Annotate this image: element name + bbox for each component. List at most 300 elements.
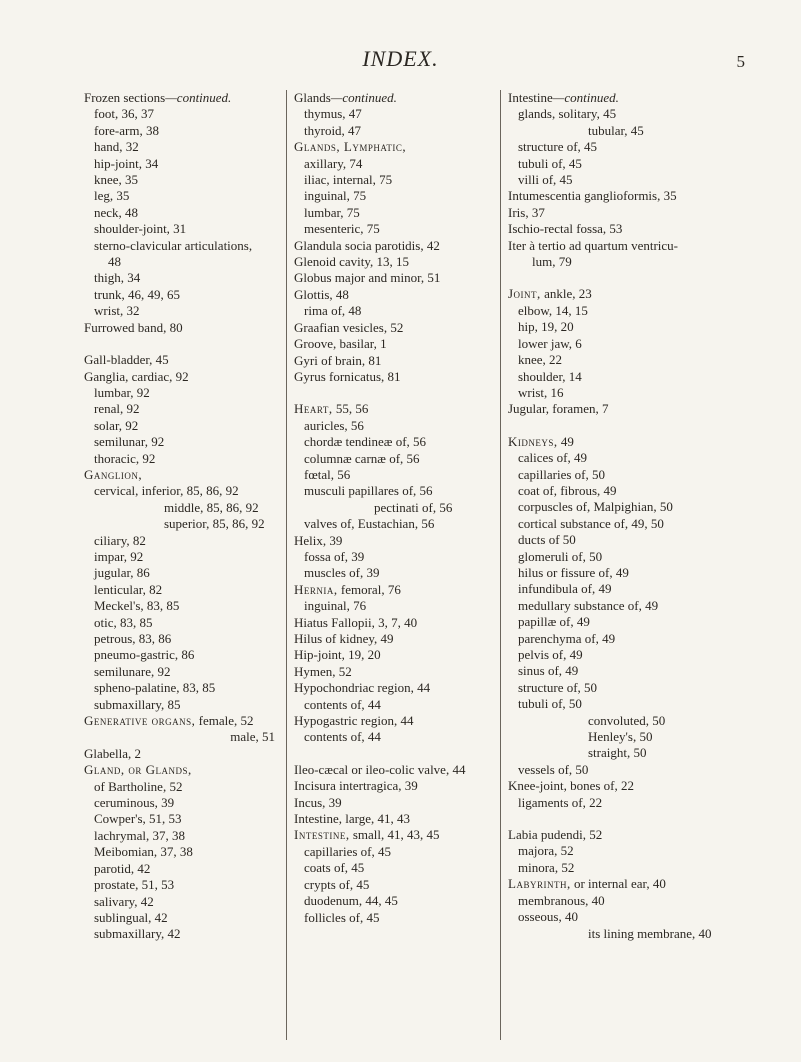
entry-text: shoulder-joint, 31 — [94, 221, 187, 237]
index-subentry — [84, 664, 279, 680]
index-subentry — [508, 483, 743, 499]
entry-text: Iter à tertio ad quartum ventricu- — [508, 237, 679, 253]
entry-text: tubular, 45 — [588, 122, 644, 138]
entry-text: Groove, basilar, 1 — [294, 336, 387, 352]
index-column-1 — [84, 90, 279, 943]
index-subentry — [84, 205, 279, 221]
entry-text: thigh, 34 — [94, 270, 141, 286]
index-entry — [294, 795, 494, 811]
entry-text: hip-joint, 34 — [94, 155, 159, 171]
entry-heading: Joint, — [508, 286, 541, 302]
entry-text: 49 — [557, 433, 574, 449]
entry-text: convoluted, 50 — [588, 712, 666, 728]
index-entry — [508, 827, 743, 843]
entry-text: auricles, 56 — [304, 417, 364, 433]
entry-heading: Generative organs, — [84, 713, 196, 729]
entry-text: minora, 52 — [518, 859, 575, 875]
running-title: INDEX. — [362, 46, 439, 71]
entry-text: fore-arm, 38 — [94, 122, 159, 138]
index-subentry — [84, 779, 279, 795]
index-entry — [294, 90, 494, 106]
entry-text: rima of, 48 — [304, 303, 362, 319]
index-subentry — [84, 811, 279, 827]
entry-text: straight, 50 — [588, 745, 647, 761]
index-subentry — [294, 303, 494, 319]
entry-text: contents of, 44 — [304, 696, 381, 712]
index-subentry — [294, 516, 494, 532]
entry-text: prostate, 51, 53 — [94, 877, 175, 893]
entry-text: femoral, 76 — [337, 581, 401, 597]
entry-text: sinus of, 49 — [518, 663, 579, 679]
entry-heading: Hernia, — [294, 581, 338, 597]
index-subentry — [294, 729, 494, 745]
entry-text: capillaries of, 50 — [518, 466, 605, 482]
entry-text: structure of, 45 — [518, 139, 598, 155]
index-subentry — [508, 319, 743, 335]
index-entry — [294, 762, 494, 778]
index-subentry — [84, 287, 279, 303]
index-entry — [294, 664, 494, 680]
entry-text: parenchyma of, 49 — [518, 630, 616, 646]
entry-text: hip, 19, 20 — [518, 319, 574, 335]
index-subentry — [294, 860, 494, 876]
index-subentry — [508, 713, 743, 729]
index-subentry — [84, 303, 279, 319]
entry-text: duodenum, 44, 45 — [304, 893, 398, 909]
entry-text: crypts of, 45 — [304, 876, 370, 892]
index-subentry — [294, 910, 494, 926]
index-subentry — [84, 221, 279, 237]
entry-text: ciliary, 82 — [94, 532, 146, 548]
index-subentry — [294, 221, 494, 237]
entry-text: of Bartholine, 52 — [94, 778, 183, 794]
index-subentry — [508, 926, 743, 942]
index-entry — [294, 713, 494, 729]
index-entry — [84, 369, 279, 385]
index-subentry — [508, 254, 743, 270]
entry-text: elbow, 14, 15 — [518, 302, 588, 318]
index-subentry — [84, 910, 279, 926]
entry-text: Hiatus Fallopii, 3, 7, 40 — [294, 614, 418, 630]
index-entry — [294, 139, 494, 155]
entry-text: ceruminous, 39 — [94, 795, 175, 811]
index-subentry — [294, 106, 494, 122]
entry-text: tubuli of, 45 — [518, 155, 582, 171]
entry-text: Labia pudendi, 52 — [508, 827, 603, 843]
index-entry — [84, 746, 279, 762]
entry-text: fœtal, 56 — [304, 466, 351, 482]
entry-text: thoracic, 92 — [94, 450, 156, 466]
entry-heading: Kidneys, — [508, 433, 558, 449]
index-entry — [294, 582, 494, 598]
column-rule — [286, 90, 287, 1040]
entry-text: parotid, 42 — [94, 860, 151, 876]
index-subentry — [84, 680, 279, 696]
entry-text: semilunar, 92 — [94, 434, 165, 450]
index-subentry — [508, 647, 743, 663]
entry-text: glands, solitary, 45 — [518, 106, 617, 122]
entry-text: petrous, 83, 86 — [94, 631, 172, 646]
entry-heading: Heart, — [294, 401, 333, 417]
index-entry — [294, 631, 494, 647]
entry-text: trunk, 46, 49, 65 — [94, 286, 180, 302]
page-header — [0, 46, 801, 76]
index-subentry — [508, 106, 743, 122]
index-entry — [294, 647, 494, 663]
index-subentry — [84, 926, 279, 942]
entry-text: Henley's, 50 — [588, 729, 653, 745]
index-subentry — [294, 467, 494, 483]
entry-text: columnæ carnæ of, 56 — [304, 450, 420, 466]
index-subentry — [84, 861, 279, 877]
index-entry — [294, 401, 494, 417]
index-entry — [508, 238, 743, 254]
index-subentry — [84, 697, 279, 713]
entry-text: pneumo-gastric, 86 — [94, 647, 195, 663]
index-subentry — [294, 172, 494, 188]
index-subentry — [84, 434, 279, 450]
index-subentry — [508, 614, 743, 630]
entry-text: fossa of, 39 — [304, 548, 365, 564]
index-subentry — [84, 549, 279, 565]
index-subentry — [84, 828, 279, 844]
entry-text: lachrymal, 37, 38 — [94, 827, 185, 843]
index-subentry — [84, 582, 279, 598]
entry-text: Hilus of kidney, 49 — [294, 631, 394, 646]
index-subentry — [508, 680, 743, 696]
entry-heading: Intestine — [508, 90, 553, 105]
entry-text: spheno-palatine, 83, 85 — [94, 680, 216, 696]
entry-text: female, 52 — [195, 713, 254, 729]
index-column-2 — [294, 90, 494, 926]
index-subentry — [508, 696, 743, 712]
index-entry — [294, 320, 494, 336]
index-subentry — [84, 270, 279, 286]
index-subentry — [294, 156, 494, 172]
index-column-3 — [508, 90, 743, 942]
index-entry — [294, 238, 494, 254]
entry-text: infundibula of, 49 — [518, 581, 612, 597]
entry-text: foot, 36, 37 — [94, 106, 154, 122]
entry-text: middle, 85, 86, 92 — [164, 499, 259, 515]
index-subentry — [508, 303, 743, 319]
entry-text: Hymen, 52 — [294, 663, 352, 679]
index-entry — [508, 286, 743, 302]
index-subentry — [294, 893, 494, 909]
entry-gap — [508, 270, 743, 286]
entry-text: knee, 22 — [518, 352, 563, 368]
index-entry — [508, 205, 743, 221]
entry-text: musculi papillares of, 56 — [304, 483, 433, 499]
index-subentry — [84, 533, 279, 549]
index-subentry — [84, 647, 279, 663]
index-subentry — [84, 516, 279, 532]
entry-text: jugular, 86 — [94, 565, 150, 581]
index-subentry — [508, 467, 743, 483]
entry-text: lumbar, 92 — [94, 384, 150, 400]
index-subentry — [508, 156, 743, 172]
index-subentry — [508, 909, 743, 925]
index-subentry — [508, 762, 743, 778]
entry-text: tubuli of, 50 — [518, 696, 582, 712]
entry-heading: Labyrinth, — [508, 876, 571, 892]
continued-note: —continued. — [552, 90, 619, 105]
entry-text: Glenoid cavity, 13, 15 — [294, 254, 410, 270]
index-entry — [294, 615, 494, 631]
entry-text: axillary, 74 — [304, 155, 363, 171]
entry-text: capillaries of, 45 — [304, 843, 391, 859]
index-subentry — [84, 238, 279, 254]
column-rule — [500, 90, 501, 1040]
entry-text: Furrowed band, 80 — [84, 319, 183, 335]
index-subentry — [294, 877, 494, 893]
index-subentry — [84, 483, 279, 499]
index-subentry — [84, 106, 279, 122]
index-subentry — [84, 254, 279, 270]
entry-text: 55, 56 — [332, 401, 369, 417]
index-subentry — [294, 205, 494, 221]
entry-text: vessels of, 50 — [518, 761, 589, 777]
index-entry — [84, 352, 279, 368]
entry-text: Glandula socia parotidis, 42 — [294, 237, 440, 253]
entry-heading: Ganglion, — [84, 466, 143, 482]
entry-text: lower jaw, 6 — [518, 335, 582, 351]
index-subentry — [508, 581, 743, 597]
index-subentry — [508, 631, 743, 647]
entry-text: Jugular, foramen, 7 — [508, 401, 609, 417]
index-subentry — [294, 483, 494, 499]
entry-text: muscles of, 39 — [304, 565, 380, 581]
entry-text: villi of, 45 — [518, 172, 573, 188]
index-subentry — [294, 434, 494, 450]
entry-text: ankle, 23 — [540, 286, 592, 302]
entry-text: Hypogastric region, 44 — [294, 713, 414, 729]
entry-text: sterno-clavicular articulations, — [94, 237, 253, 253]
entry-text: otic, 83, 85 — [94, 614, 153, 630]
index-subentry — [294, 598, 494, 614]
index-subentry — [84, 894, 279, 910]
entry-text: lum, 79 — [532, 254, 572, 270]
entry-text: cortical substance of, 49, 50 — [518, 515, 664, 531]
entry-text: osseous, 40 — [518, 909, 578, 925]
entry-text: coat of, fibrous, 49 — [518, 482, 617, 498]
entry-text: corpuscles of, Malpighian, 50 — [518, 499, 673, 515]
entry-text: wrist, 32 — [94, 303, 140, 319]
index-subentry — [508, 532, 743, 548]
index-subentry — [84, 795, 279, 811]
index-entry — [294, 254, 494, 270]
index-subentry — [84, 418, 279, 434]
entry-text: Knee-joint, bones of, 22 — [508, 778, 635, 794]
entry-text: Meibomian, 37, 38 — [94, 844, 193, 860]
entry-text: neck, 48 — [94, 204, 139, 220]
index-subentry — [508, 385, 743, 401]
entry-text: Intumescentia ganglioformis, 35 — [508, 188, 677, 204]
index-subentry — [508, 369, 743, 385]
entry-text: submaxillary, 42 — [94, 926, 181, 942]
index-subentry — [294, 500, 494, 516]
page-number: 5 — [736, 52, 745, 71]
index-subentry — [294, 123, 494, 139]
entry-text: cervical, inferior, 85, 86, 92 — [94, 483, 239, 499]
index-subentry — [508, 893, 743, 909]
index-subentry — [84, 615, 279, 631]
index-subentry — [508, 663, 743, 679]
entry-text: Glottis, 48 — [294, 286, 349, 302]
entry-text: Iris, 37 — [508, 204, 545, 220]
entry-text: ducts of 50 — [518, 532, 576, 548]
index-subentry — [508, 745, 743, 761]
index-subentry — [508, 860, 743, 876]
entry-text: majora, 52 — [518, 843, 574, 859]
entry-gap — [294, 746, 494, 762]
index-subentry — [294, 549, 494, 565]
entry-text: Hip-joint, 19, 20 — [294, 647, 381, 663]
entry-text: contents of, 44 — [304, 729, 381, 745]
continued-note: —continued. — [165, 90, 232, 105]
index-subentry — [84, 631, 279, 647]
entry-text: sublingual, 42 — [94, 909, 168, 925]
index-subentry — [84, 139, 279, 155]
index-entry — [294, 778, 494, 794]
entry-text: inguinal, 76 — [304, 598, 367, 614]
index-entry — [84, 467, 279, 483]
entry-text: wrist, 16 — [518, 384, 564, 400]
index-subentry — [294, 188, 494, 204]
entry-text: knee, 35 — [94, 172, 139, 188]
index-subentry — [508, 549, 743, 565]
index-subentry — [508, 795, 743, 811]
index-subentry — [84, 565, 279, 581]
entry-heading: Intestine, — [294, 827, 350, 843]
index-subentry — [294, 565, 494, 581]
index-entry — [84, 762, 279, 778]
index-subentry — [294, 451, 494, 467]
entry-heading: Glands — [294, 90, 331, 105]
entry-text: shoulder, 14 — [518, 368, 582, 384]
entry-text: small, 41, 43, 45 — [349, 827, 440, 843]
entry-text: ligaments of, 22 — [518, 794, 603, 810]
entry-text: Ileo-cæcal or ileo-colic valve, 44 — [294, 761, 466, 777]
entry-text: its lining membrane, 40 — [588, 925, 712, 941]
entry-gap — [84, 336, 279, 352]
entry-gap — [508, 811, 743, 827]
entry-text: valves of, Eustachian, 56 — [304, 516, 435, 532]
index-entry — [294, 533, 494, 549]
index-entry — [84, 90, 279, 106]
index-entry — [508, 188, 743, 204]
index-entry — [294, 336, 494, 352]
entry-text: medullary substance of, 49 — [518, 597, 659, 613]
entry-text: hand, 32 — [94, 139, 139, 155]
entry-text: Globus major and minor, 51 — [294, 270, 441, 286]
index-entry — [84, 713, 279, 729]
index-entry — [294, 369, 494, 385]
entry-text: Hypochondriac region, 44 — [294, 680, 431, 696]
index-subentry — [508, 843, 743, 859]
entry-text: structure of, 50 — [518, 679, 598, 695]
entry-text: Glabella, 2 — [84, 745, 142, 761]
entry-text: superior, 85, 86, 92 — [164, 516, 265, 532]
index-entry — [294, 287, 494, 303]
index-subentry — [84, 385, 279, 401]
index-subentry — [508, 499, 743, 515]
entry-text: male, 51 — [230, 729, 275, 745]
entry-heading: Glands, Lymphatic, — [294, 139, 407, 155]
index-entry — [508, 90, 743, 106]
entry-heading: Gland, or Glands, — [84, 762, 192, 778]
entry-text: leg, 35 — [94, 188, 130, 204]
index-entry — [294, 827, 494, 843]
index-subentry — [508, 565, 743, 581]
entry-heading: Frozen sections — [84, 90, 166, 105]
index-subentry — [84, 844, 279, 860]
index-subentry — [508, 352, 743, 368]
index-subentry — [508, 139, 743, 155]
entry-text: follicles of, 45 — [304, 909, 380, 925]
entry-text: renal, 92 — [94, 401, 140, 417]
index-entry — [508, 434, 743, 450]
index-subentry — [84, 877, 279, 893]
index-entry — [294, 353, 494, 369]
index-subentry — [294, 418, 494, 434]
index-subentry — [84, 156, 279, 172]
entry-text: Incus, 39 — [294, 794, 342, 810]
entry-text: or internal ear, 40 — [570, 876, 666, 892]
index-subentry — [508, 450, 743, 466]
entry-text: Graafian vesicles, 52 — [294, 319, 404, 335]
entry-text: inguinal, 75 — [304, 188, 367, 204]
entry-text: Gyrus fornicatus, 81 — [294, 368, 401, 384]
entry-text: Gyri of brain, 81 — [294, 352, 382, 368]
entry-text: papillæ of, 49 — [518, 614, 590, 630]
continued-note: —continued. — [330, 90, 397, 105]
index-entry — [294, 680, 494, 696]
entry-text: lumbar, 75 — [304, 204, 360, 220]
index-subentry — [84, 172, 279, 188]
index-subentry — [84, 401, 279, 417]
index-subentry — [508, 729, 743, 745]
entry-text: Intestine, large, 41, 43 — [294, 811, 411, 827]
entry-text: salivary, 42 — [94, 893, 154, 909]
index-subentry — [508, 336, 743, 352]
entry-text: membranous, 40 — [518, 892, 605, 908]
entry-text: Ganglia, cardiac, 92 — [84, 368, 189, 384]
index-subentry — [294, 697, 494, 713]
index-entry — [508, 778, 743, 794]
index-subentry — [508, 598, 743, 614]
entry-text: 48 — [108, 254, 121, 270]
index-subentry — [508, 172, 743, 188]
index-subentry — [84, 188, 279, 204]
entry-text: pelvis of, 49 — [518, 647, 583, 662]
entry-text: solar, 92 — [94, 417, 139, 433]
entry-text: lenticular, 82 — [94, 581, 163, 597]
entry-text: chordæ tendineæ of, 56 — [304, 434, 427, 450]
entry-text: thyroid, 47 — [304, 122, 362, 138]
entry-text: pectinati of, 56 — [374, 499, 453, 515]
entry-text: iliac, internal, 75 — [304, 172, 393, 188]
index-entry — [508, 876, 743, 892]
index-subentry — [508, 123, 743, 139]
entry-text: calices of, 49 — [518, 450, 587, 466]
entry-text: Gall-bladder, 45 — [84, 352, 169, 368]
index-subentry — [84, 598, 279, 614]
entry-text: glomeruli of, 50 — [518, 548, 603, 564]
index-entry — [508, 221, 743, 237]
entry-text: Meckel's, 83, 85 — [94, 598, 180, 614]
entry-text: Ischio-rectal fossa, 53 — [508, 221, 623, 237]
